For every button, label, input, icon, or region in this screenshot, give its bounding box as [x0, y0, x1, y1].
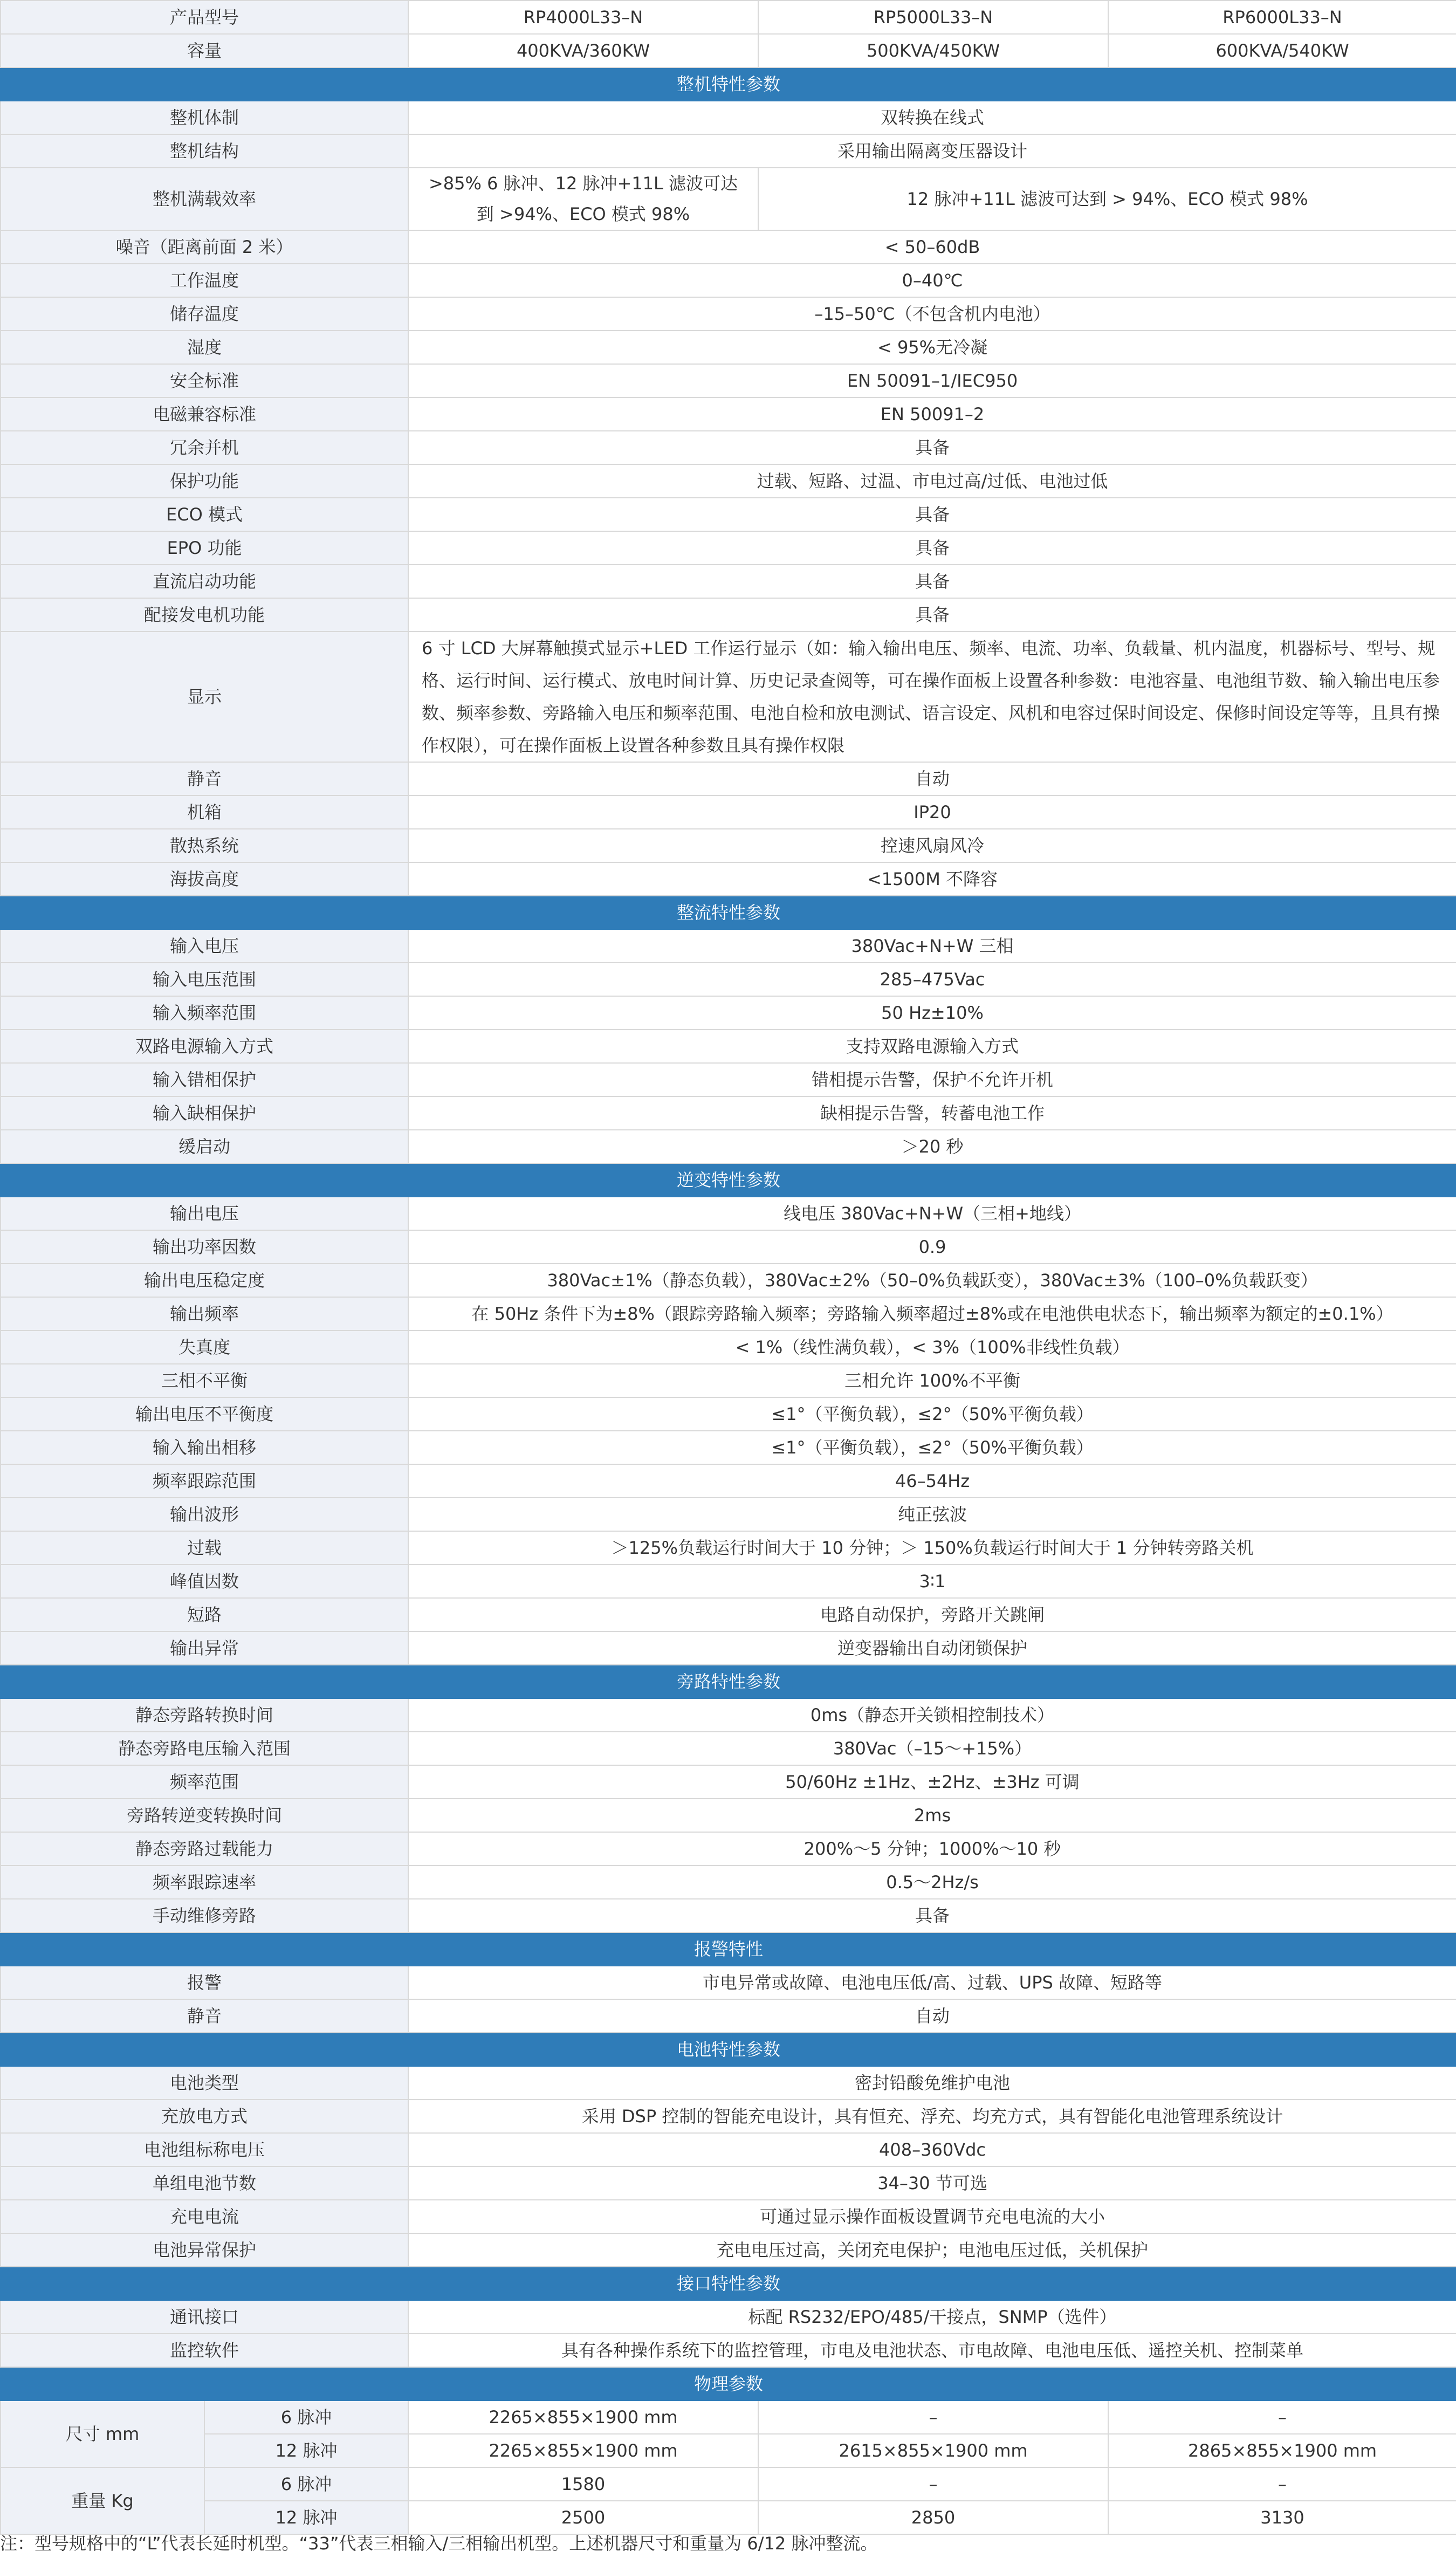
spec-label: 频率范围 — [1, 1765, 408, 1799]
spec-label: 电磁兼容标准 — [1, 397, 408, 431]
spec-label: 输出电压不平衡度 — [1, 1397, 408, 1431]
spec-value: 0ms（静态开关锁相控制技术） — [408, 1698, 1456, 1732]
spec-value: EN 50091–1/IEC950 — [408, 364, 1456, 397]
spec-row — [1, 996, 1456, 1030]
spec-value: 34–30 节可选 — [408, 2166, 1456, 2200]
spec-row — [1, 1732, 1456, 1765]
capacity-value-1: 400KVA/360KW — [408, 34, 758, 67]
spec-row — [1, 2300, 1456, 2334]
spec-label: 噪音（距离前面 2 米） — [1, 230, 408, 264]
spec-row — [1, 1096, 1456, 1130]
spec-row — [1, 1030, 1456, 1063]
spec-value: 2ms — [408, 1799, 1456, 1832]
spec-value: 自动 — [408, 762, 1456, 795]
spec-row — [1, 331, 1456, 364]
spec-row — [1, 1598, 1456, 1631]
spec-value: 在 50Hz 条件下为±8%（跟踪旁路输入频率；旁路输入频率超过±8%或在电池供电状态下，输出频率为额定的±0.1%） — [408, 1297, 1456, 1331]
spec-row — [1, 2133, 1456, 2166]
spec-label: 输入电压范围 — [1, 963, 408, 996]
section-title: 接口特性参数 — [1, 2267, 1456, 2300]
weight-value: 2850 — [758, 2501, 1108, 2534]
spec-value: 线电压 380Vac+N+W（三相+地线） — [408, 1197, 1456, 1230]
spec-label: 安全标准 — [1, 364, 408, 397]
spec-label: 单组电池节数 — [1, 2166, 408, 2200]
spec-value: 408–360Vdc — [408, 2133, 1456, 2166]
spec-label: 储存温度 — [1, 297, 408, 331]
spec-row — [1, 1631, 1456, 1665]
spec-value: 控速风扇风冷 — [408, 829, 1456, 862]
spec-value: 电路自动保护，旁路开关跳闸 — [408, 1598, 1456, 1631]
spec-label: 短路 — [1, 1598, 408, 1631]
spec-value: <1500M 不降容 — [408, 862, 1456, 896]
spec-row — [1, 1297, 1456, 1331]
spec-row — [1, 762, 1456, 795]
section-title: 旁路特性参数 — [1, 1665, 1456, 1698]
spec-value: 3∶1 — [408, 1565, 1456, 1598]
spec-value: ≤1°（平衡负载），≤2°（50%平衡负载） — [408, 1397, 1456, 1431]
pulse-6-label: 6 脉冲 — [204, 2467, 408, 2501]
spec-label: 输入电压 — [1, 929, 408, 963]
spec-value: 具备 — [408, 431, 1456, 464]
spec-label: 湿度 — [1, 331, 408, 364]
dimension-value: – — [1108, 2401, 1456, 2434]
spec-value: 具备 — [408, 1899, 1456, 1932]
spec-row — [1, 1431, 1456, 1464]
spec-row — [1, 1264, 1456, 1297]
weight-value: – — [1108, 2467, 1456, 2501]
section-header-row — [1, 1163, 1456, 1197]
spec-row — [1, 264, 1456, 297]
pulse-6-label: 6 脉冲 — [204, 2401, 408, 2434]
spec-label: 充电电流 — [1, 2200, 408, 2233]
spec-row — [1, 565, 1456, 598]
spec-label: 监控软件 — [1, 2334, 408, 2367]
spec-label: EPO 功能 — [1, 531, 408, 565]
weight-value: 1580 — [408, 2467, 758, 2501]
efficiency-value-col23: 12 脉冲+11L 滤波可达到 > 94%、ECO 模式 98% — [758, 168, 1456, 230]
section-header-row — [1, 1932, 1456, 1966]
capacity-row — [1, 34, 1456, 67]
spec-label: 机箱 — [1, 795, 408, 829]
spec-value: 0.5～2Hz/s — [408, 1866, 1456, 1899]
spec-row — [1, 1230, 1456, 1264]
spec-label: 双路电源输入方式 — [1, 1030, 408, 1063]
spec-row — [1, 230, 1456, 264]
spec-value: < 95%无冷凝 — [408, 331, 1456, 364]
spec-row — [1, 134, 1456, 168]
spec-value: 密封铅酸免维护电池 — [408, 2066, 1456, 2100]
dimension-value: – — [758, 2401, 1108, 2434]
spec-value: 纯正弦波 — [408, 1498, 1456, 1531]
section-title: 报警特性 — [1, 1932, 1456, 1966]
section-header-row — [1, 2033, 1456, 2066]
spec-value: 可通过显示操作面板设置调节充电电流的大小 — [408, 2200, 1456, 2233]
spec-row — [1, 1331, 1456, 1364]
spec-value: 200%～5 分钟；1000%～10 秒 — [408, 1832, 1456, 1866]
spec-row — [1, 1397, 1456, 1431]
spec-value: 过载、短路、过温、市电过高/过低、电池过低 — [408, 464, 1456, 498]
spec-label: 报警 — [1, 1966, 408, 1999]
spec-value: 错相提示告警，保护不允许开机 — [408, 1063, 1456, 1096]
spec-label: ECO 模式 — [1, 498, 408, 531]
spec-value: 逆变器输出自动闭锁保护 — [408, 1631, 1456, 1665]
spec-label: 充放电方式 — [1, 2100, 408, 2133]
capacity-value-2: 500KVA/450KW — [758, 34, 1108, 67]
spec-value: 6 寸 LCD 大屏幕触摸式显示+LED 工作运行显示（如：输入输出电压、频率、电流、功率、负载量、机内温度，机器标号、型号、规格、运行时间、运行模式、放电时间计算、历史记录查阅等，可在操作面板上设置各种参数：电池容量、电池组节数、输入输出电压参数、频率参数、旁路输入电压和频率范围、电池自检和放电测试、语言设定、风机和电容过保时间设定、保修时间设定等等，且具有操作权限），可在操作面板上设置各种参数且具有操作权限 — [408, 632, 1456, 762]
spec-value: ≤1°（平衡负载），≤2°（50%平衡负载） — [408, 1431, 1456, 1464]
spec-row — [1, 2233, 1456, 2267]
spec-row — [1, 431, 1456, 464]
spec-value: 支持双路电源输入方式 — [408, 1030, 1456, 1063]
spec-value: 具备 — [408, 531, 1456, 565]
weight-label: 重量 Kg — [1, 2467, 204, 2534]
spec-row — [1, 632, 1456, 762]
spec-label: 静音 — [1, 762, 408, 795]
spec-label: 工作温度 — [1, 264, 408, 297]
spec-row — [1, 1698, 1456, 1732]
spec-row — [1, 1364, 1456, 1397]
spec-row — [1, 2066, 1456, 2100]
spec-label: 冗余并机 — [1, 431, 408, 464]
spec-value: 285–475Vac — [408, 963, 1456, 996]
spec-row — [1, 397, 1456, 431]
spec-row — [1, 1799, 1456, 1832]
spec-label: 输入输出相移 — [1, 1431, 408, 1464]
capacity-label: 容量 — [1, 34, 408, 67]
spec-label: 过载 — [1, 1531, 408, 1565]
spec-label: 输入频率范围 — [1, 996, 408, 1030]
spec-label: 静态旁路转换时间 — [1, 1698, 408, 1732]
spec-row — [1, 795, 1456, 829]
weight-row-6 — [1, 2467, 1456, 2501]
spec-label: 显示 — [1, 632, 408, 762]
spec-label: 整机体制 — [1, 101, 408, 134]
spec-label: 旁路转逆变转换时间 — [1, 1799, 408, 1832]
spec-row — [1, 2166, 1456, 2200]
spec-value: 0–40℃ — [408, 264, 1456, 297]
model-row — [1, 1, 1456, 34]
dimension-row-6 — [1, 2401, 1456, 2434]
spec-row — [1, 2334, 1456, 2367]
weight-row-12 — [1, 2501, 1456, 2534]
spec-label: 海拔高度 — [1, 862, 408, 896]
spec-label: 整机结构 — [1, 134, 408, 168]
spec-row — [1, 1999, 1456, 2033]
section-title: 电池特性参数 — [1, 2033, 1456, 2066]
spec-value: 采用 DSP 控制的智能充电设计，具有恒充、浮充、均充方式，具有智能化电池管理系统设计 — [408, 2100, 1456, 2133]
spec-row — [1, 1531, 1456, 1565]
footnote: 注：型号规格中的“L”代表长延时机型。“33”代表三相输入/三相输出机型。上述机器尺寸和重量为 6/12 脉冲整流。 — [0, 2533, 878, 2554]
spec-value: 380Vac±1%（静态负载），380Vac±2%（50–0%负载跃变），380Vac±3%（100–0%负载跃变） — [408, 1264, 1456, 1297]
spec-row — [1, 598, 1456, 632]
spec-row — [1, 531, 1456, 565]
spec-label: 缓启动 — [1, 1130, 408, 1163]
spec-value: 自动 — [408, 1999, 1456, 2033]
spec-row — [1, 1464, 1456, 1498]
spec-label: 静态旁路电压输入范围 — [1, 1732, 408, 1765]
spec-label: 手动维修旁路 — [1, 1899, 408, 1932]
dimension-label: 尺寸 mm — [1, 2401, 204, 2467]
spec-row — [1, 1765, 1456, 1799]
weight-value: – — [758, 2467, 1108, 2501]
spec-label: 三相不平衡 — [1, 1364, 408, 1397]
spec-row — [1, 963, 1456, 996]
spec-value: 具备 — [408, 598, 1456, 632]
spec-value: –15–50℃（不包含机内电池） — [408, 297, 1456, 331]
spec-row — [1, 1832, 1456, 1866]
spec-label: 电池类型 — [1, 2066, 408, 2100]
spec-label: 峰值因数 — [1, 1565, 408, 1598]
section-header-row — [1, 2367, 1456, 2401]
spec-row — [1, 1063, 1456, 1096]
section-header-row — [1, 896, 1456, 929]
spec-value: 充电电压过高，关闭充电保护；电池电压过低，关机保护 — [408, 2233, 1456, 2267]
spec-value: < 50–60dB — [408, 230, 1456, 264]
spec-value: 0.9 — [408, 1230, 1456, 1264]
spec-value: < 1%（线性满负载），< 3%（100%非线性负载） — [408, 1331, 1456, 1364]
efficiency-value-col1: >85% 6 脉冲、12 脉冲+11L 滤波可达到 >94%、ECO 模式 98% — [408, 168, 758, 230]
efficiency-label: 整机满载效率 — [1, 168, 408, 230]
weight-value: 2500 — [408, 2501, 758, 2534]
spec-label: 保护功能 — [1, 464, 408, 498]
spec-label: 静音 — [1, 1999, 408, 2033]
spec-row — [1, 2100, 1456, 2133]
spec-value: 标配 RS232/EPO/485/干接点，SNMP（选件） — [408, 2300, 1456, 2334]
model-name-3: RP6000L33–N — [1108, 1, 1456, 34]
spec-value: 具备 — [408, 498, 1456, 531]
spec-row — [1, 297, 1456, 331]
spec-value: ＞125%负载运行时间大于 10 分钟；＞ 150%负载运行时间大于 1 分钟转旁路关机 — [408, 1531, 1456, 1565]
spec-value: ＞20 秒 — [408, 1130, 1456, 1163]
section-title: 整机特性参数 — [1, 67, 1456, 101]
spec-row — [1, 1565, 1456, 1598]
spec-row — [1, 464, 1456, 498]
efficiency-row — [1, 168, 1456, 230]
spec-row — [1, 1498, 1456, 1531]
spec-value: 380Vac+N+W 三相 — [408, 929, 1456, 963]
spec-label: 通讯接口 — [1, 2300, 408, 2334]
spec-label: 静态旁路过载能力 — [1, 1832, 408, 1866]
spec-label: 配接发电机功能 — [1, 598, 408, 632]
spec-label: 电池组标称电压 — [1, 2133, 408, 2166]
spec-value: 市电异常或故障、电池电压低/高、过载、UPS 故障、短路等 — [408, 1966, 1456, 1999]
spec-value: EN 50091–2 — [408, 397, 1456, 431]
spec-row — [1, 1966, 1456, 1999]
spec-value: 采用输出隔离变压器设计 — [408, 134, 1456, 168]
spec-row — [1, 1899, 1456, 1932]
model-name-1: RP4000L33–N — [408, 1, 758, 34]
spec-row — [1, 364, 1456, 397]
spec-value: 380Vac（–15～+15%） — [408, 1732, 1456, 1765]
section-title: 物理参数 — [1, 2367, 1456, 2401]
section-header-row — [1, 1665, 1456, 1698]
spec-label: 输出异常 — [1, 1631, 408, 1665]
spec-value: 46–54Hz — [408, 1464, 1456, 1498]
spec-row — [1, 1197, 1456, 1230]
spec-label: 输出功率因数 — [1, 1230, 408, 1264]
spec-row — [1, 1866, 1456, 1899]
spec-label: 输入错相保护 — [1, 1063, 408, 1096]
spec-row — [1, 498, 1456, 531]
spec-label: 输出波形 — [1, 1498, 408, 1531]
spec-value: 缺相提示告警，转蓄电池工作 — [408, 1096, 1456, 1130]
model-label: 产品型号 — [1, 1, 408, 34]
spec-row — [1, 829, 1456, 862]
dimension-row-12 — [1, 2434, 1456, 2467]
spec-row — [1, 2200, 1456, 2233]
spec-label: 电池异常保护 — [1, 2233, 408, 2267]
spec-value: 50/60Hz ±1Hz、±2Hz、±3Hz 可调 — [408, 1765, 1456, 1799]
spec-row — [1, 1130, 1456, 1163]
spec-value: 三相允许 100%不平衡 — [408, 1364, 1456, 1397]
pulse-12-label: 12 脉冲 — [204, 2434, 408, 2467]
spec-value: 具备 — [408, 565, 1456, 598]
spec-row — [1, 101, 1456, 134]
capacity-value-3: 600KVA/540KW — [1108, 34, 1456, 67]
spec-label: 频率跟踪范围 — [1, 1464, 408, 1498]
spec-label: 失真度 — [1, 1331, 408, 1364]
spec-value: 双转换在线式 — [408, 101, 1456, 134]
spec-label: 直流启动功能 — [1, 565, 408, 598]
model-name-2: RP5000L33–N — [758, 1, 1108, 34]
dimension-value: 2865×855×1900 mm — [1108, 2434, 1456, 2467]
spec-label: 输出电压稳定度 — [1, 1264, 408, 1297]
section-header-row — [1, 67, 1456, 101]
spec-row — [1, 929, 1456, 963]
spec-label: 散热系统 — [1, 829, 408, 862]
pulse-12-label: 12 脉冲 — [204, 2501, 408, 2534]
spec-label: 输入缺相保护 — [1, 1096, 408, 1130]
section-title: 逆变特性参数 — [1, 1163, 1456, 1197]
spec-value: IP20 — [408, 795, 1456, 829]
dimension-value: 2265×855×1900 mm — [408, 2434, 758, 2467]
spec-label: 频率跟踪速率 — [1, 1866, 408, 1899]
section-title: 整流特性参数 — [1, 896, 1456, 929]
dimension-value: 2615×855×1900 mm — [758, 2434, 1108, 2467]
spec-value: 具有各种操作系统下的监控管理，市电及电池状态、市电故障、电池电压低、遥控关机、控制菜单 — [408, 2334, 1456, 2367]
weight-value: 3130 — [1108, 2501, 1456, 2534]
spec-value: 50 Hz±10% — [408, 996, 1456, 1030]
section-header-row — [1, 2267, 1456, 2300]
spec-row — [1, 862, 1456, 896]
spec-label: 输出电压 — [1, 1197, 408, 1230]
spec-label: 输出频率 — [1, 1297, 408, 1331]
dimension-value: 2265×855×1900 mm — [408, 2401, 758, 2434]
